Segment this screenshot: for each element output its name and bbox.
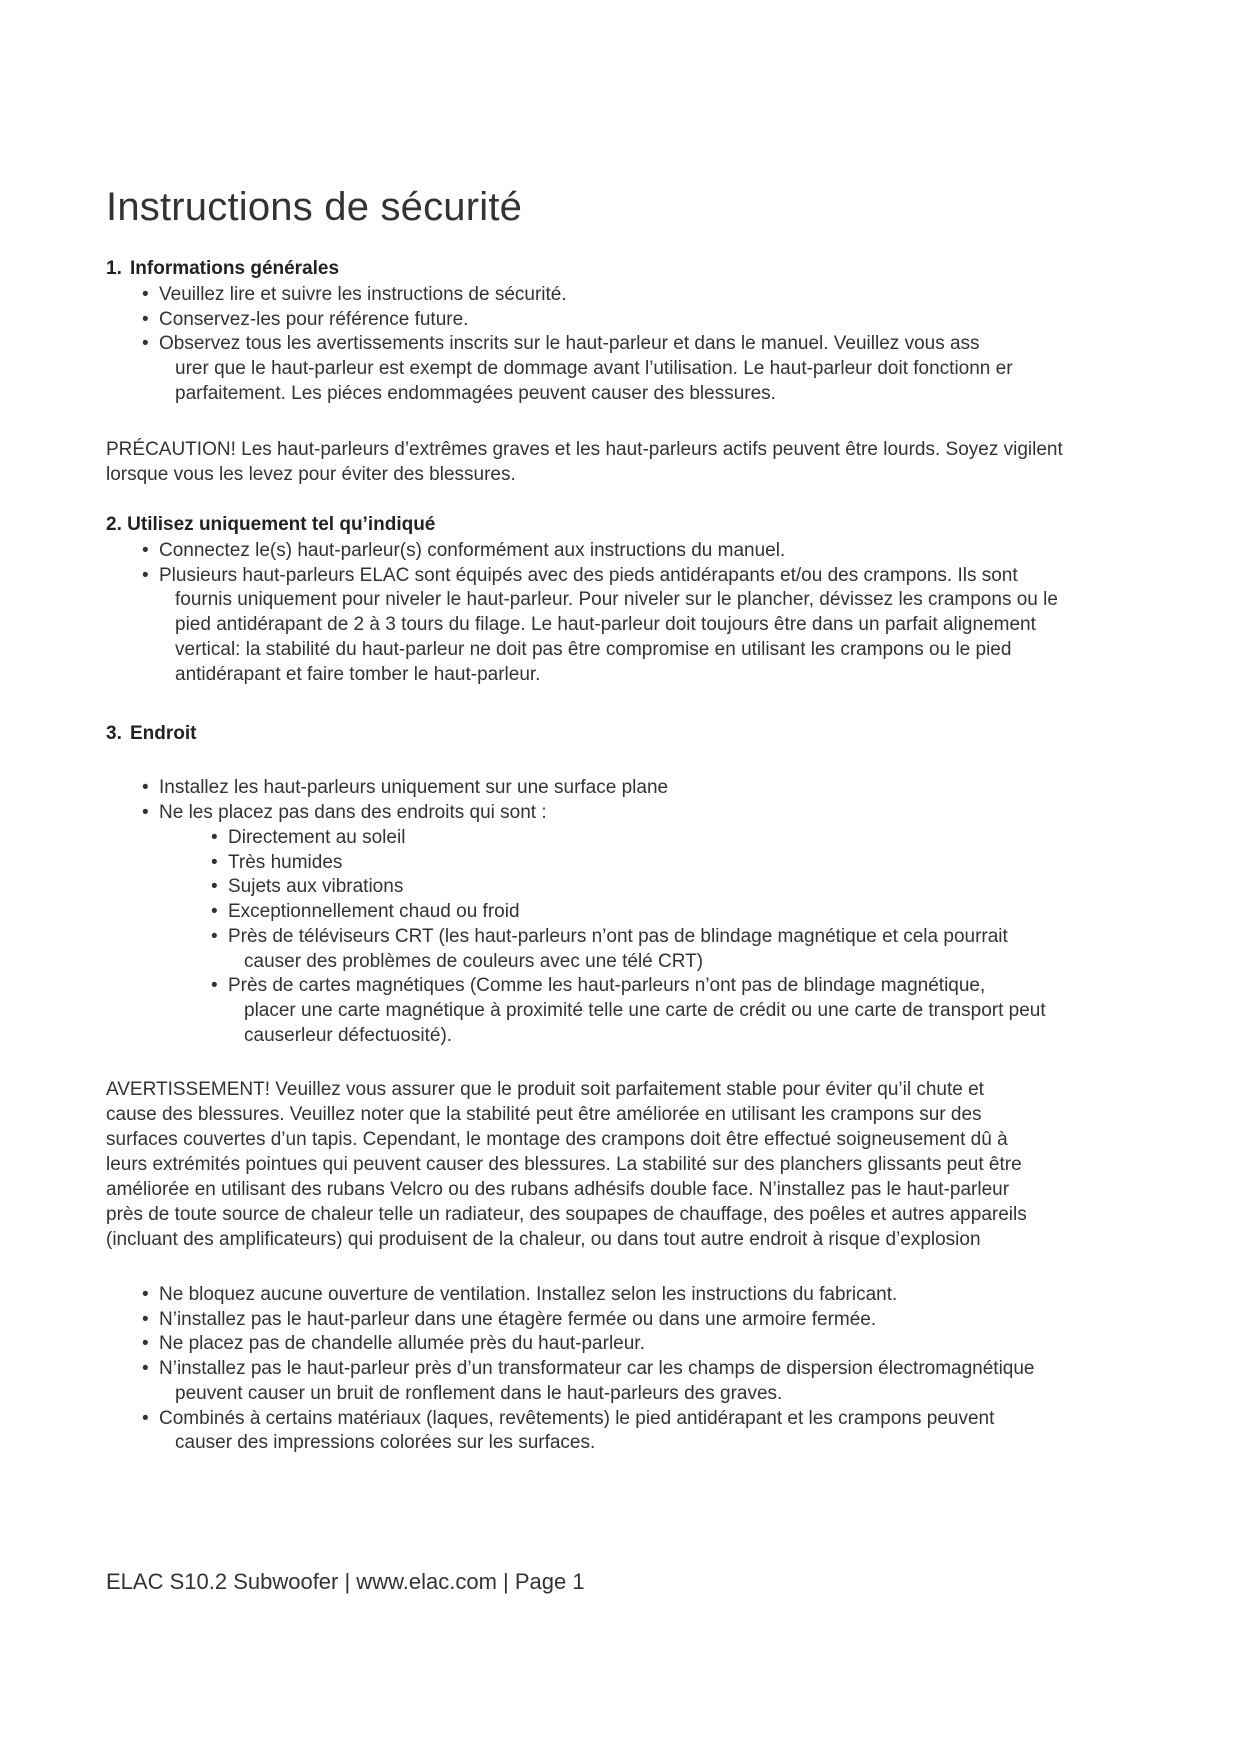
section-1-title: Informations générales (130, 258, 340, 279)
bullet-icon: • (142, 1358, 149, 1380)
bullet-icon: • (142, 333, 149, 355)
bullet-icon: • (142, 284, 149, 305)
bullet-icon: • (142, 308, 149, 330)
bullet-icon: • (211, 975, 218, 997)
list-item: • Combinés à certains matériaux (laques, revêtements) le pied antidérapant et les crampons peuvent causer des impressions colorées sur les surfaces. (142, 1407, 995, 1454)
list-item: • Ne les placez pas dans des endroits qui sont : (142, 801, 1142, 826)
list-item: • N’installez pas le haut-parleur dans une étagère fermée ou dans une armoire fermée. (142, 1308, 1162, 1333)
section-2-number: 2. (106, 514, 122, 535)
section-2-heading (106, 512, 435, 537)
list-item: • Connectez le(s) haut-parleur(s) conformément aux instructions du manuel. (142, 539, 1162, 564)
section-2-title: Utilisez uniquement tel qu’indiqué (127, 514, 436, 535)
list-item: • Installez les haut-parleurs uniquement sur une surface plane (142, 776, 1142, 801)
list-item: • Près de téléviseurs CRT (les haut-parleurs n’ont pas de blindage magnétique et cela pourrait causer des problèmes de couleurs avec une télé CRT) (211, 925, 1008, 972)
bullet-icon: • (211, 851, 218, 873)
list-item: • Directement au soleil (211, 826, 1151, 851)
warning-paragraph: AVERTISSEMENT! Veuillez vous assurer que le produit soit parfaitement stable pour éviter qu’il chute et cause des blessures. Veuillez noter que la stabilité peut être améliorée en utilisant les crampons sur des surfaces couvertes d’un tapis. Cependant, le montage des crampons doit être effectué soigneusement dû à leurs extrémités pointues qui peuvent causer des blessures. La stabilité sur des planchers glissants peut être améliorée en utilisant des rubans Velcro ou des rubans adhésifs double face. N’installez pas le haut-parleur près de toute source de chaleur telle un radiateur, des soupapes de chauffage, des poêles et autres appareils (incluant des amplificateurs) qui produisent de la chaleur, ou dans tout autre endroit à risque d’explosion (106, 1079, 1027, 1250)
list-item: • Observez tous les avertissements inscrits sur le haut-parleur et dans le manuel. Veuillez vous ass urer que le haut-parleur est exempt de dommage avant l’utilisation. Le haut-parleur doit fonctionn er parfaitement. Les piéces endommagées peuvent causer des blessures. (142, 333, 1013, 404)
section-2-list (142, 539, 1162, 687)
bullet-icon: • (142, 1407, 149, 1429)
list-item: • Ne placez pas de chandelle allumée près du haut-parleur. (142, 1332, 1162, 1357)
section-1-heading (106, 256, 339, 281)
list-item: • Près de cartes magnétiques (Comme les haut-parleurs n’ont pas de blindage magnétique, placer une carte magnétique à proximité telle une carte de crédit ou une carte de transport peut causerleur défectuosité). (211, 975, 1046, 1046)
page-footer: ELAC S10.2 Subwoofer | www.elac.com | Page 1 (106, 1569, 585, 1594)
list-item: • Conservez-les pour référence future. (142, 308, 1142, 333)
bullet-icon: • (211, 901, 218, 923)
page-title: Instructions de sécurité (106, 185, 523, 229)
section-3-sublist (211, 826, 1151, 1048)
bullet-icon: • (211, 827, 218, 848)
section-1-list (142, 283, 1142, 407)
section-3-heading (106, 721, 197, 746)
bullet-icon: • (142, 540, 149, 561)
section-3-list (142, 776, 1142, 825)
list-item: • N’installez pas le haut-parleur près d’un transformateur car les champs de dispersion électromagnétique peuvent causer un bruit de ronflement dans le haut-parleurs des graves. (142, 1358, 1035, 1404)
bullet-icon: • (142, 777, 149, 798)
list-item: • Plusieurs haut-parleurs ELAC sont équipés avec des pieds antidérapants et/ou des crampons. Ils sont fournis uniquement pour niveler le haut-parleur. Pour niveler sur le plancher, dévissez les crampons ou le pied antidérapant de 2 à 3 tours du filage. Le haut-parleur doit toujours être dans un parfait alignement vertical: la stabilité du haut-parleur ne doit pas être compromise en utilisant les crampons ou le pied antidérapant et faire tomber le haut-parleur. (142, 564, 1058, 685)
bullet-icon: • (211, 925, 218, 947)
list-item: • Ne bloquez aucune ouverture de ventilation. Installez selon les instructions du fabricant. (142, 1283, 1162, 1308)
list-item: • Très humides (211, 851, 1151, 876)
bullet-icon: • (211, 876, 218, 898)
list-item: • Exceptionnellement chaud ou froid (211, 900, 1151, 925)
bullet-icon: • (142, 1308, 149, 1330)
section-3-title: Endroit (130, 723, 197, 744)
section-1-number: 1. (106, 258, 122, 279)
section-3-number: 3. (106, 723, 122, 744)
list-item: • Veuillez lire et suivre les instructions de sécurité. (142, 283, 1142, 308)
bullet-icon: • (142, 564, 149, 586)
bullet-icon: • (142, 801, 149, 823)
list-item: • Sujets aux vibrations (211, 875, 1151, 900)
final-list (142, 1283, 1162, 1456)
bullet-icon: • (142, 1284, 149, 1305)
caution-paragraph: PRÉCAUTION! Les haut-parleurs d’extrêmes graves et les haut-parleurs actifs peuvent être lourds. Soyez vigilent lorsque vous les levez pour éviter des blessures. (106, 439, 1063, 485)
bullet-icon: • (142, 1333, 149, 1355)
